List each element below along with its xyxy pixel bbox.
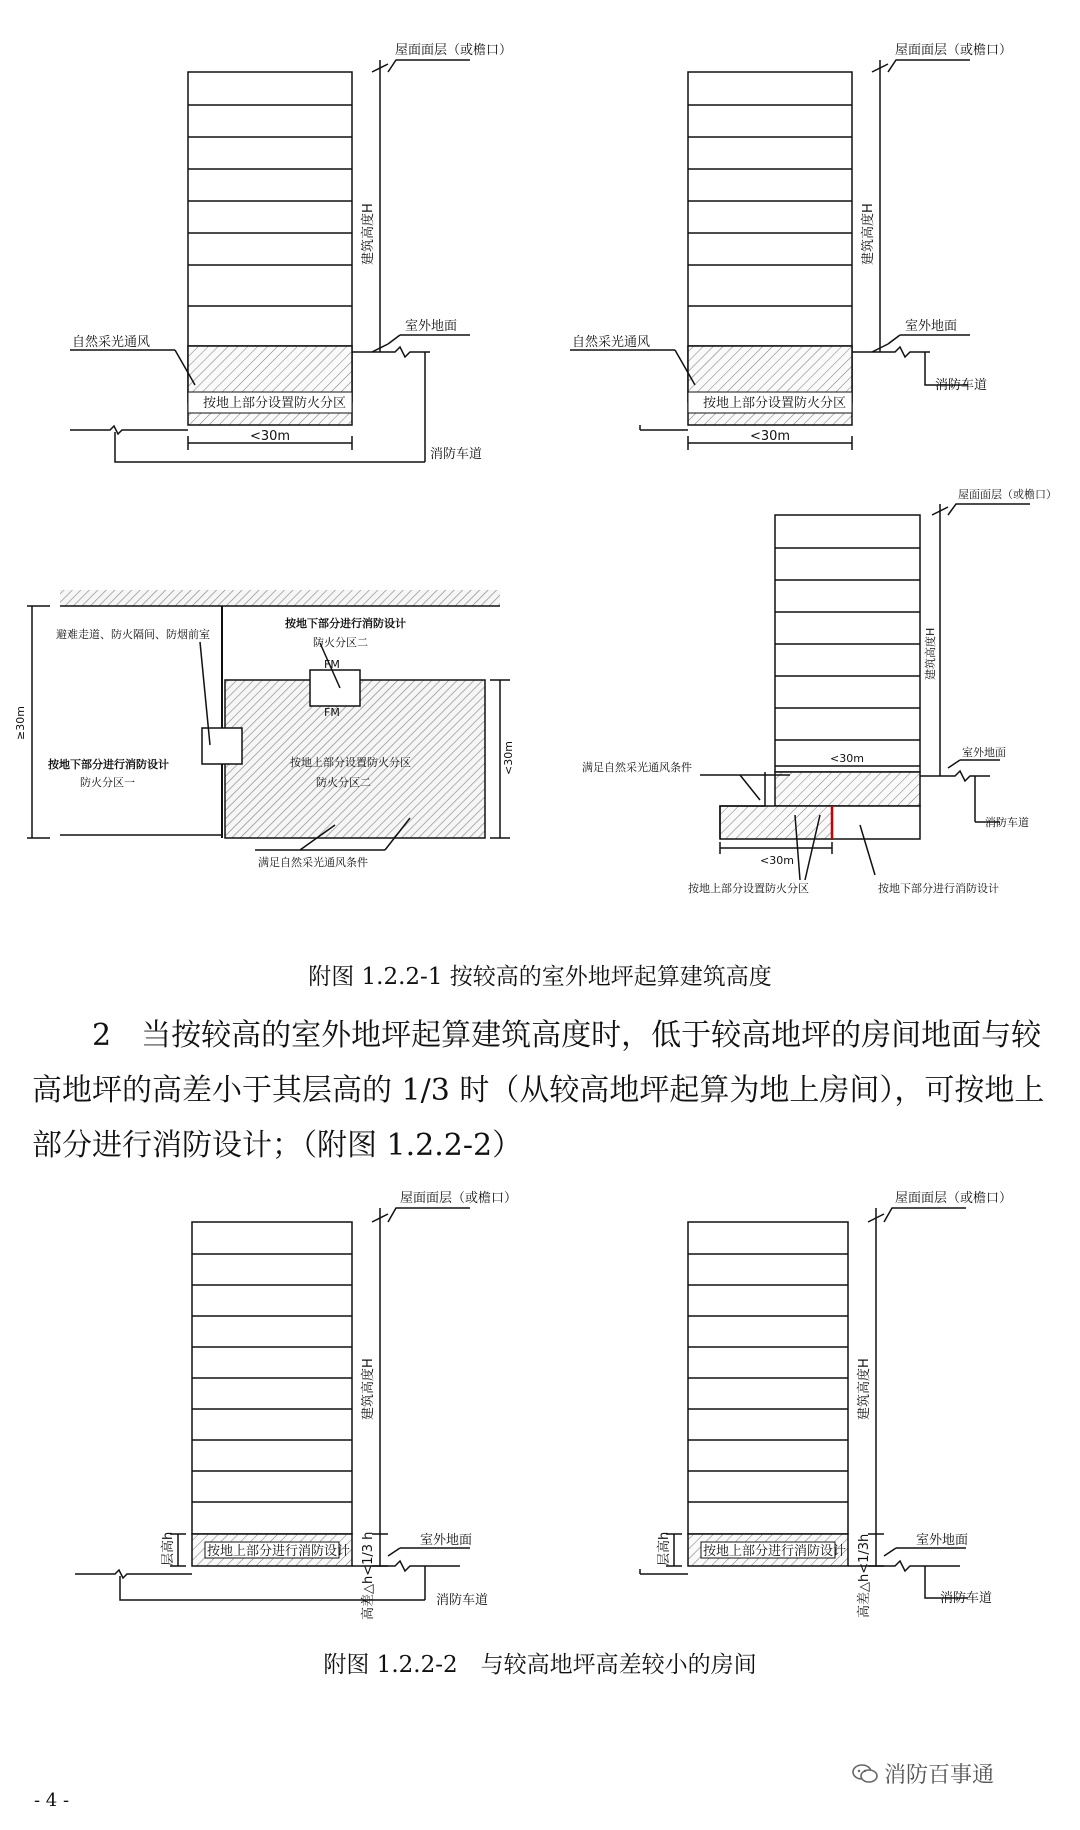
tr-fire-road: 消防车道 [935, 378, 988, 393]
br-width-bottom: <30m [760, 854, 794, 867]
diagram-bottom-right [700, 504, 1030, 880]
tl-outdoor-ground: 室外地面 [405, 319, 458, 334]
f2l-outdoor-ground: 室外地面 [420, 1533, 473, 1548]
plan-dim-left: ≥30m [14, 706, 27, 740]
f2r-storey-height: 层高h [657, 1531, 672, 1566]
plan-fm-top: FM [324, 658, 340, 671]
tr-width-limit: <30m [750, 429, 791, 444]
tr-height-label: 建筑高度H [861, 203, 876, 265]
f2r-outdoor-ground: 室外地面 [916, 1533, 969, 1548]
br-below-design: 按地下部分进行消防设计 [878, 882, 999, 895]
plan-zone-two-top: 防火分区二 [313, 636, 368, 649]
plan-below-design-top: 按地下部分进行消防设计 [285, 617, 406, 630]
br-width-top: <30m [830, 752, 864, 765]
tr-fire-zone: 按地上部分设置防火分区 [703, 396, 847, 411]
f2r-design-label: 按地上部分进行消防设计 [703, 1544, 847, 1559]
f2r-diff-label: 高差△h<1/3h [857, 1533, 872, 1618]
br-height-label: 建筑高度H [924, 627, 937, 680]
tl-roof-label: 屋面面层（或檐口） [395, 43, 513, 58]
f2l-roof-label: 屋面面层（或檐口） [400, 1191, 518, 1206]
f2l-diff-label: 高差△h<1/3 h [361, 1531, 376, 1620]
figure1-caption: 附图 1.2.2-1 按较高的室外地坪起算建筑高度 [308, 964, 772, 990]
plan-corridor-label: 避难走道、防火隔间、防烟前室 [56, 628, 210, 641]
diagram-fig2-left [75, 1208, 473, 1600]
br-roof-label: 屋面面层（或檐口） [958, 488, 1057, 501]
plan-natural-condition: 满足自然采光通风条件 [258, 856, 368, 869]
plan-fm-bottom: FM [324, 706, 340, 719]
tr-outdoor-ground: 室外地面 [905, 319, 958, 334]
diagram-top-right [570, 60, 970, 450]
brand-watermark [852, 1758, 994, 1789]
body-paragraph [32, 1008, 1048, 1173]
f2r-roof-label: 屋面面层（或檐口） [895, 1191, 1013, 1206]
tr-roof-label: 屋面面层（或檐口） [895, 43, 1013, 58]
tl-fire-zone: 按地上部分设置防火分区 [203, 396, 347, 411]
plan-dim-right: <30m [502, 741, 515, 775]
br-outdoor-ground: 室外地面 [962, 746, 1006, 759]
f2l-storey-height: 层高h [161, 1531, 176, 1566]
figure2-caption: 附图 1.2.2-2 与较高地坪高差较小的房间 [323, 1652, 757, 1678]
brand-name: 消防百事通 [884, 1763, 995, 1788]
f2l-height-label: 建筑高度H [361, 1358, 376, 1420]
tl-height-label: 建筑高度H [361, 203, 376, 265]
plan-below-design-left: 按地下部分进行消防设计 [48, 758, 169, 771]
f2r-height-label: 建筑高度H [857, 1358, 872, 1420]
tr-natural-light: 自然采光通风 [572, 335, 651, 350]
f2r-fire-road: 消防车道 [940, 1591, 993, 1606]
tl-width-limit: <30m [250, 429, 291, 444]
plan-above-zone: 按地上部分设置防火分区 [290, 756, 411, 769]
tl-natural-light: 自然采光通风 [72, 335, 151, 350]
plan-zone-two-bottom: 防火分区二 [316, 776, 371, 789]
f2l-fire-road: 消防车道 [436, 1593, 489, 1608]
paragraph-text: 2 当按较高的室外地坪起算建筑高度时，低于较高地坪的房间地面与较高地坪的高差小于其层高的 1/3 时（从较高地坪起算为地上房间），可按地上部分进行消防设计；（附图 1.2.2-2） [32, 1018, 1045, 1163]
f2l-design-label: 按地上部分进行消防设计 [207, 1544, 351, 1559]
br-above-zone: 按地上部分设置防火分区 [688, 882, 809, 895]
plan-zone-one: 防火分区一 [80, 776, 135, 789]
page-number: - 4 - [34, 1790, 70, 1811]
br-natural-condition: 满足自然采光通风条件 [582, 761, 692, 774]
tl-fire-road: 消防车道 [430, 447, 483, 462]
br-fire-road: 消防车道 [985, 816, 1029, 829]
wechat-icon [852, 1763, 878, 1785]
